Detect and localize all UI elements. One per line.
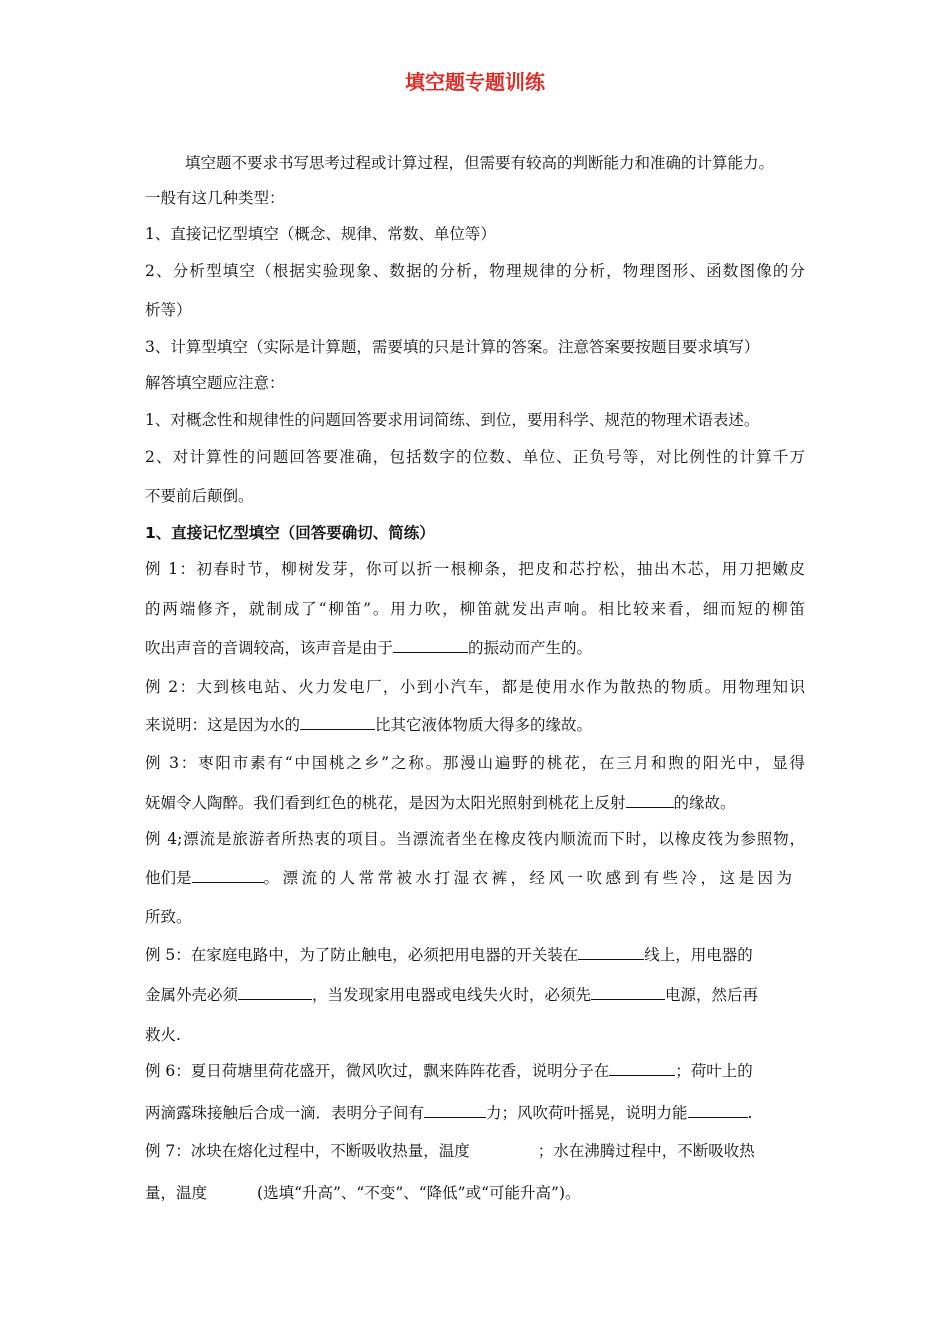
example-1-line: 的两端修齐，就制成了“柳笛”。用力吹，柳笛就发出声响。相比较来看，细而短的柳笛 — [145, 600, 805, 618]
example-text: 他们是 — [145, 869, 192, 887]
example-text: 的振动而产生的。 — [468, 639, 593, 657]
example-text: 金属外壳必须 — [145, 986, 239, 1004]
example-text: 例 5：在家庭电路中，为了防止触电，必须把用电器的开关装在 — [145, 946, 579, 964]
example-1-line — [145, 637, 592, 659]
answer-blank[interactable] — [626, 792, 674, 808]
example-text: 例 6：夏日荷塘里荷花盛开，微风吹过，飘来阵阵花香，说明分子在 — [145, 1062, 610, 1080]
answer-blank[interactable] — [192, 867, 264, 883]
intro-line: 一般有这几种类型： — [145, 189, 285, 207]
example-text: 。漂流的人常常被水打湿衣裤，经风一吹感到有些冷，这是因为 — [263, 869, 796, 887]
example-7-line — [145, 1182, 581, 1204]
example-text: (选填“升高”、“不变”、“降低”或“可能升高”)。 — [257, 1184, 581, 1202]
example-2-line: 例 2：大到核电站、火力发电厂，小到小汽车，都是使用水作为散热的物质。用物理知识 — [145, 678, 805, 696]
type-item: 析等） — [145, 301, 192, 319]
example-text: 比其它液体物质大得多的缘故。 — [375, 716, 593, 734]
example-5-line — [145, 984, 758, 1006]
example-4-line — [145, 867, 796, 889]
example-5-line: 救火. — [145, 1026, 181, 1044]
note-item: 1、对概念性和规律性的问题回答要求用词简练、到位，要用科学、规范的物理术语表述。 — [145, 411, 760, 429]
type-item: 1、直接记忆型填空（概念、规律、常数、单位等） — [145, 225, 496, 243]
example-1-line: 例 1：初春时节，柳树发芽，你可以折一根柳条，把皮和芯拧松，抽出木芯，用刀把嫩皮 — [145, 560, 805, 578]
example-4-line: 例 4;漂流是旅游者所热衷的项目。当漂流者坐在橡皮筏内顺流而下时，以橡皮筏为参照物， — [145, 830, 805, 848]
example-text: 量，温度 — [145, 1184, 208, 1202]
example-3-line: 例 3：枣阳市素有“中国桃之乡”之称。那漫山遍野的桃花，在三月和煦的阳光中，显得 — [145, 754, 805, 772]
example-text: 吹出声音的音调较高，该声音是由于 — [145, 639, 394, 657]
answer-blank[interactable] — [688, 1102, 748, 1118]
intro-line: 填空题不要求书写思考过程或计算过程，但需要有较高的判断能力和准确的计算能力。 — [185, 154, 775, 172]
answer-blank[interactable] — [591, 984, 665, 1000]
example-2-line — [145, 714, 592, 736]
answer-blank[interactable] — [238, 984, 312, 1000]
section-heading: 1、直接记忆型填空（回答要确切、简练） — [145, 524, 435, 542]
example-text: 电源，然后再 — [665, 986, 759, 1004]
example-7-line — [145, 1140, 755, 1162]
example-text: ；水在沸腾过程中，不断吸收热 — [537, 1142, 755, 1160]
example-text: . — [747, 1104, 753, 1122]
example-5-line — [145, 944, 753, 966]
example-text: 来说明：这是因为水的 — [145, 716, 301, 734]
answer-blank[interactable] — [393, 637, 468, 653]
answer-blank[interactable] — [300, 714, 375, 730]
notes-heading: 解答填空题应注意： — [145, 374, 285, 392]
example-text: ，当发现家用电器或电线失火时，必须先 — [312, 986, 592, 1004]
example-text: 妩媚令人陶醉。我们看到红色的桃花，是因为太阳光照射到桃花上反射 — [145, 794, 626, 812]
example-text: 两滴露珠接触后合成一滴．表明分子间有 — [145, 1104, 425, 1122]
answer-blank[interactable] — [424, 1102, 486, 1118]
answer-blank[interactable] — [609, 1060, 675, 1076]
answer-blank[interactable] — [578, 944, 644, 960]
example-text: 的缘故。 — [673, 794, 736, 812]
example-text: 线上，用电器的 — [644, 946, 753, 964]
example-3-line — [145, 792, 736, 814]
example-6-line — [145, 1060, 753, 1082]
type-item: 2、分析型填空（根据实验现象、数据的分析，物理规律的分析，物理图形、函数图像的分 — [145, 262, 805, 280]
example-text: 力；风吹荷叶摇晃，说明力能 — [486, 1104, 688, 1122]
example-text: ；荷叶上的 — [675, 1062, 753, 1080]
note-item: 不要前后颠倒。 — [145, 487, 254, 505]
example-6-line — [145, 1102, 752, 1124]
page-title: 填空题专题训练 — [405, 70, 545, 94]
example-4-line: 所致。 — [145, 908, 192, 926]
note-item: 2、对计算性的问题回答要准确，包括数字的位数、单位、正负号等，对比例性的计算千万 — [145, 448, 805, 466]
type-item: 3、计算型填空（实际是计算题，需要填的只是计算的答案。注意答案要按题目要求填写） — [145, 338, 760, 356]
example-text: 例 7：冰块在熔化过程中，不断吸收热量，温度 — [145, 1142, 470, 1160]
